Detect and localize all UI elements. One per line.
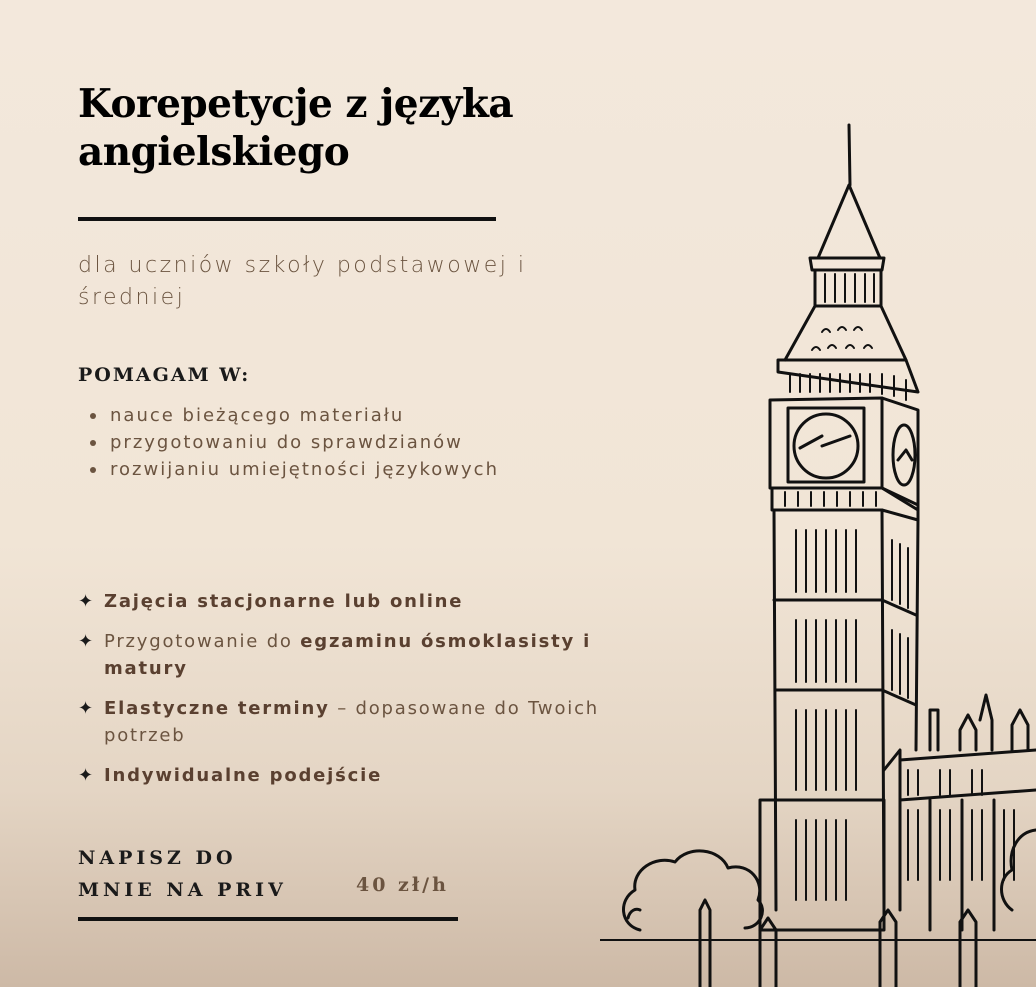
feature-bold-text: Elastyczne terminy: [104, 698, 330, 719]
feature-bold-text: Zajęcia stacjonarne lub online: [104, 591, 464, 612]
feature-bold-text: Indywidualne podejście: [104, 765, 383, 786]
feature-item: [78, 695, 638, 749]
list-item-text: przygotowaniu do sprawdzianów: [110, 432, 463, 453]
feature-text: – dopasowane do Twoich potrzeb: [104, 698, 599, 746]
bullet-dot-icon: [90, 467, 96, 473]
bullet-dot-icon: [90, 440, 96, 446]
cta-line-1: NAPISZ DO: [78, 847, 237, 869]
subtitle: dla uczniów szkoły podstawowej i średniej: [78, 253, 527, 310]
feature-list: [78, 588, 638, 802]
bottom-divider: [78, 917, 458, 921]
feature-item: [78, 588, 638, 615]
list-item: [88, 402, 508, 429]
sparkle-icon: ✦: [78, 631, 95, 652]
list-item: [88, 429, 508, 456]
title-divider: [78, 217, 496, 221]
list-item-text: rozwijaniu umiejętności językowych: [110, 459, 499, 480]
bullet-dot-icon: [90, 413, 96, 419]
help-heading: POMAGAM W:: [78, 364, 251, 386]
big-ben-illustration: [600, 110, 1036, 987]
sparkle-icon: ✦: [78, 698, 95, 719]
sparkle-icon: ✦: [78, 765, 95, 786]
help-list: [88, 402, 508, 483]
feature-text: Przygotowanie do: [104, 631, 301, 652]
cta-line-2: MNIE NA PRIV: [78, 879, 287, 901]
list-item-text: nauce bieżącego materiału: [110, 405, 405, 426]
feature-item: [78, 762, 638, 789]
page-title: Korepetycje z języka angielskiego: [78, 81, 514, 175]
price-label: 40 zł/h: [356, 874, 449, 896]
contact-cta: [78, 842, 338, 906]
sparkle-icon: ✦: [78, 591, 95, 612]
feature-bold-text: egzaminu ósmoklasisty i matury: [104, 631, 592, 679]
list-item: [88, 456, 508, 483]
feature-item: [78, 628, 638, 682]
